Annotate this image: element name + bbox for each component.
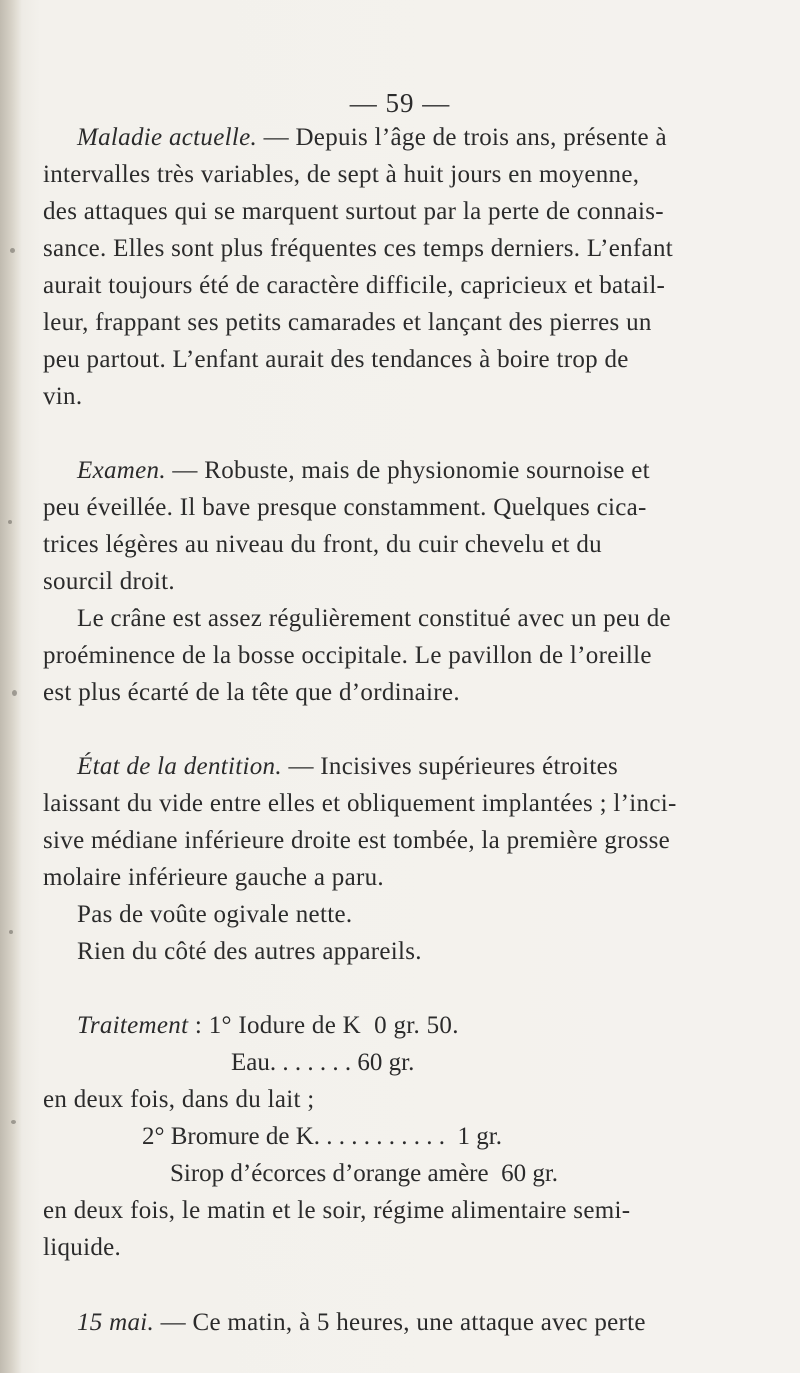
section-heading-15-mai: 15 mai. — [77, 1309, 155, 1336]
page-number: — 59 — — [349, 88, 451, 118]
text-line: peu éveillée. Il bave presque constamment. Quelques cica- — [43, 494, 647, 521]
text-run: — Depuis l’âge de trois ans, présente à — [257, 124, 667, 151]
text-line: sourcil droit. — [43, 568, 175, 595]
text-line: Pas de voûte ogivale nette. — [77, 901, 353, 928]
text-run: : 1° Iodure de K 0 gr. 50. — [188, 1012, 459, 1039]
text-run: — Ce matin, à 5 heures, une attaque avec perte — [154, 1309, 646, 1336]
paper-speck — [8, 520, 12, 524]
section-heading-traitement: Traitement — [77, 1012, 189, 1039]
text-line: molaire inférieure gauche a paru. — [43, 864, 384, 891]
section-heading-maladie: Maladie actuelle. — [77, 124, 258, 151]
text-line: leur, frappant ses petits camarades et lançant des pierres un — [43, 309, 652, 336]
paragraph-traitement-line-1 — [77, 1011, 459, 1041]
text-line: sance. Elles sont plus fréquentes ces temps derniers. L’enfant — [43, 235, 673, 262]
paragraph-maladie-line-1 — [77, 123, 667, 153]
paper-speck — [11, 1120, 16, 1124]
section-heading-examen: Examen. — [77, 457, 166, 484]
section-heading-dentition: État de la dentition. — [77, 753, 282, 780]
text-line: aurait toujours été de caractère difficile, capricieux et batail- — [43, 272, 666, 299]
text-line: liquide. — [43, 1234, 122, 1261]
paper-speck — [9, 930, 13, 934]
text-line: est plus écarté de la tête que d’ordinaire. — [43, 679, 460, 706]
text-line: en deux fois, le matin et le soir, régime alimentaire semi- — [43, 1197, 631, 1224]
text-line: peu partout. L’enfant aurait des tendances à boire trop de — [43, 346, 629, 373]
text-line: Le crâne est assez régulièrement constitué avec un peu de — [77, 605, 671, 632]
prescription-line: Sirop d’écorces d’orange amère 60 gr. — [170, 1160, 559, 1187]
paper-speck — [12, 690, 17, 696]
paper-speck — [10, 248, 15, 253]
text-run: — Robuste, mais de physionomie sournoise et — [165, 457, 650, 484]
text-line: sive médiane inférieure droite est tombée, la première grosse — [43, 827, 671, 854]
text-line: Rien du côté des autres appareils. — [77, 938, 422, 965]
text-line: trices légères au niveau du front, du cuir chevelu et du — [43, 531, 602, 558]
prescription-line: 2° Bromure de K. . . . . . . . . . . 1 gr. — [142, 1123, 502, 1150]
text-run: — Incisives supérieures étroites — [281, 753, 619, 780]
page-binding-edge — [0, 0, 22, 1373]
text-line: vin. — [43, 383, 83, 410]
text-line: des attaques qui se marquent surtout par la perte de connais- — [43, 198, 664, 225]
paragraph-15-mai-line-1 — [77, 1308, 646, 1338]
paragraph-dentition-line-1 — [77, 752, 618, 782]
paragraph-examen-line-1 — [77, 456, 650, 486]
text-line: proéminence de la bosse occipitale. Le pavillon de l’oreille — [43, 642, 652, 669]
prescription-line: Eau. . . . . . . 60 gr. — [231, 1049, 415, 1076]
text-line: en deux fois, dans du lait ; — [43, 1086, 315, 1113]
text-line: intervalles très variables, de sept à huit jours en moyenne, — [43, 161, 640, 188]
text-line: laissant du vide entre elles et obliquement implantées ; l’inci- — [43, 790, 677, 817]
